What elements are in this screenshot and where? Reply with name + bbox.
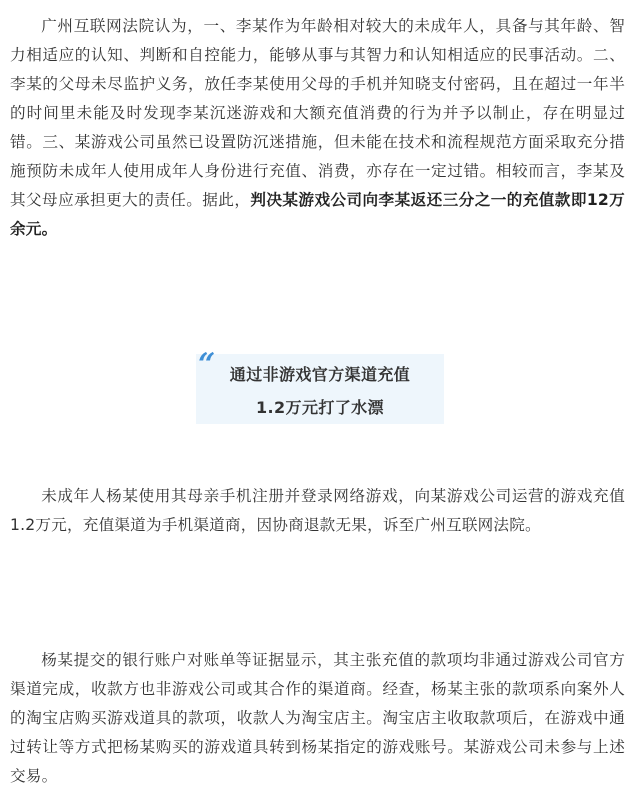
section-heading-callout xyxy=(196,347,444,424)
case-intro-paragraph: 未成年人杨某使用其母亲手机注册并登录网络游戏，向某游戏公司运营的游戏充值1.2万元，充值渠道为手机渠道商，因协商退款无果，诉至广州互联网法院。 xyxy=(10,487,625,534)
callout-heading-line-2: 1.2万元打了水漂 xyxy=(256,398,384,417)
court-judgment-bold: 判决某游戏公司向李某返还三分之一的充值款即12万余元。 xyxy=(10,191,625,238)
court-opinion-text: 广州互联网法院认为，一、李某作为年龄相对较大的未成年人，具备与其年龄、智力相适应的认知、判断和自控能力，能够从事与其智力和认知相适应的民事活动。二、李某的父母未尽监护义务，放任李某使用父母的手机并知晓支付密码，且在超过一年半的时间里未能及时发现李某沉迷游戏和大额充值消费的行为并予以制止，存在明显过错。三、某游戏公司虽然已设置防沉迷措施，但未能在技术和流程规范方面采取充分措施预防未成年人使用成年人身份进行充值、消费，亦存在一定过错。相较而言，李某及其父母应承担更大的责任。据此， xyxy=(10,17,625,209)
case-evidence-paragraph: 杨某提交的银行账户对账单等证据显示，其主张充值的款项均非通过游戏公司官方渠道完成，收款方也非游戏公司或其合作的渠道商。经查，杨某主张的款项系向案外人的淘宝店购买游戏道具的款项，收款人为淘宝店主。淘宝店主收取款项后，在游戏中通过转让等方式把杨某购买的游戏道具转到杨某指定的游戏账号。某游戏公司未参与上述交易。 xyxy=(10,651,625,785)
quote-mark-icon: “ xyxy=(198,347,216,382)
court-opinion-paragraph xyxy=(10,12,625,244)
callout-heading-line-1: 通过非游戏官方渠道充值 xyxy=(229,365,411,384)
